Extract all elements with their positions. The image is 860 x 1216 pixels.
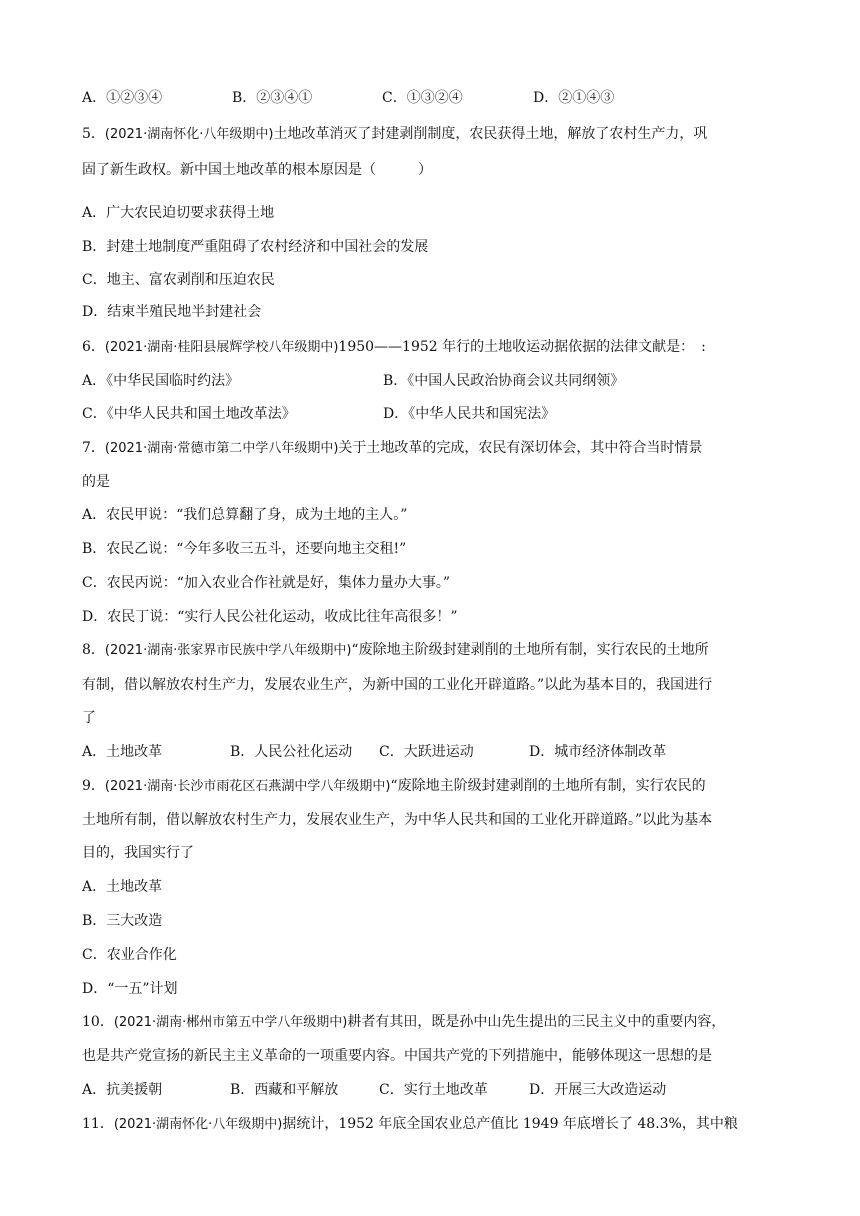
q9-stem-text-1: “废除地主阶级封建剥削的土地所有制，实行农民的	[390, 778, 706, 794]
q10-stem-line2: 也是共产党宣扬的新民主主义革命的一项重要内容。中国共产党的下列措施中，能够体现这一思想的是	[82, 1048, 712, 1064]
q10-option-b: B．西藏和平解放	[230, 1082, 339, 1098]
q5-option-b: B．封建土地制度严重阻碍了农村经济和中国社会的发展	[82, 239, 429, 255]
q6-option-c: C．《中华人民共和国土地改革法》	[82, 406, 296, 422]
q7-option-b: B．农民乙说：“今年多收三五斗，还要向地主交租!”	[82, 541, 407, 557]
q7-option-a: A．农民甲说：“我们总算翻了身，成为土地的主人。”	[82, 507, 408, 523]
q7-stem-line1	[82, 438, 702, 459]
q8-stem-line3: 了	[82, 710, 96, 726]
q8-stem-text-1: “废除地主阶级封建剥削的土地所有制，实行农民的土地所	[351, 642, 709, 658]
q6-source: (2021·湖南·桂阳县展辉学校八年级期中)	[104, 340, 339, 355]
q10-number: 10．	[82, 1014, 114, 1030]
q4-option-a: A．①②③④	[82, 90, 163, 106]
q10-option-a: A．抗美援朝	[82, 1082, 163, 1098]
q6-stem-text-1: 1950——1952 年行的土地收运动据依据的法律文献是： :	[338, 339, 706, 355]
q4-option-c: C．①③②④	[382, 90, 463, 106]
q7-stem-line2: 的是	[82, 474, 110, 490]
q7-number: 7．	[82, 440, 105, 456]
q10-option-d: D．开展三大改造运动	[529, 1082, 667, 1098]
q11-number: 11．	[82, 1116, 114, 1132]
q4-option-d: D．②①④③	[533, 90, 615, 106]
q9-stem-line1	[82, 776, 706, 797]
q7-option-d: D．农民丁说：“实行人民公社化运动，收成比往年高很多！”	[82, 609, 458, 625]
q9-stem-line3: 目的，我国实行了	[82, 845, 194, 861]
q5-option-a: A．广大农民迫切要求获得土地	[82, 205, 275, 221]
q10-option-c: C．实行土地改革	[379, 1082, 488, 1098]
q8-number: 8．	[82, 642, 105, 658]
q9-option-b: B．三大改造	[82, 913, 163, 929]
q7-stem-text-1: 关于土地改革的完成，农民有深切体会，其中符合当时情景	[338, 440, 703, 456]
q9-option-c: C．农业合作化	[82, 947, 177, 963]
q9-number: 9．	[82, 778, 105, 794]
q10-source: (2021·湖南·郴州市第五中学八年级期中)	[113, 1015, 348, 1030]
q9-stem-line2: 土地所有制，借以解放农村生产力，发展农业生产，为中华人民共和国的工业化开辟道路。”以此为基本	[82, 812, 713, 828]
q5-option-d: D．结束半殖民地半封建社会	[82, 304, 262, 320]
q6-number: 6．	[82, 339, 105, 355]
q9-option-a: A．土地改革	[82, 879, 163, 895]
q9-source: (2021·湖南·长沙市雨花区石燕湖中学八年级期中)	[104, 779, 391, 794]
q8-option-b: B．人民公社化运动	[230, 744, 353, 760]
q4-option-b: B．②③④①	[232, 90, 313, 106]
q8-option-d: D．城市经济体制改革	[529, 744, 667, 760]
q5-number: 5．	[82, 126, 105, 142]
q5-stem-line2: 固了新生政权。新中国土地改革的根本原因是（ ）	[82, 162, 432, 178]
q5-stem-line1	[82, 124, 707, 145]
q8-source: (2021·湖南·张家界市民族中学八年级期中)	[104, 643, 352, 658]
q6-option-a: A．《中华民国临时约法》	[82, 373, 240, 389]
q11-source: (2021·湖南怀化·八年级期中)	[113, 1117, 283, 1132]
q5-source: (2021·湖南怀化·八年级期中)	[104, 127, 274, 142]
q5-option-c: C．地主、富农剥削和压迫农民	[82, 272, 275, 288]
q7-source: (2021·湖南·常德市第二中学八年级期中)	[104, 441, 339, 456]
q9-option-d: D．“一五”计划	[82, 981, 178, 997]
q8-option-a: A．土地改革	[82, 744, 163, 760]
q7-option-c: C．农民丙说：“加入农业合作社就是好，集体力量办大事。”	[82, 575, 451, 591]
q6-option-b: B．《中国人民政治协商会议共同纲领》	[383, 373, 625, 389]
q6-option-d: D．《中华人民共和国宪法》	[383, 406, 556, 422]
q11-stem-text-1: 据统计，1952 年底全国农业总产值比 1949 年底增长了 48.3%，其中粮	[282, 1116, 738, 1132]
q8-stem-line2: 有制，借以解放农村生产力，发展农业生产，为新中国的工业化开辟道路。”以此为基本目的，我国进行	[82, 677, 713, 693]
q8-stem-line1	[82, 640, 709, 661]
q5-stem-text-1: 土地改革消灭了封建剥削制度，农民获得土地，解放了农村生产力，巩	[273, 126, 708, 142]
q8-option-c: C．大跃进运动	[379, 744, 474, 760]
q11-stem-line1	[82, 1114, 738, 1135]
q10-stem-line1	[82, 1012, 725, 1033]
q10-stem-text-1: 耕者有其田，既是孙中山先生提出的三民主义中的重要内容，	[347, 1014, 726, 1030]
q6-stem-line1	[82, 337, 706, 358]
